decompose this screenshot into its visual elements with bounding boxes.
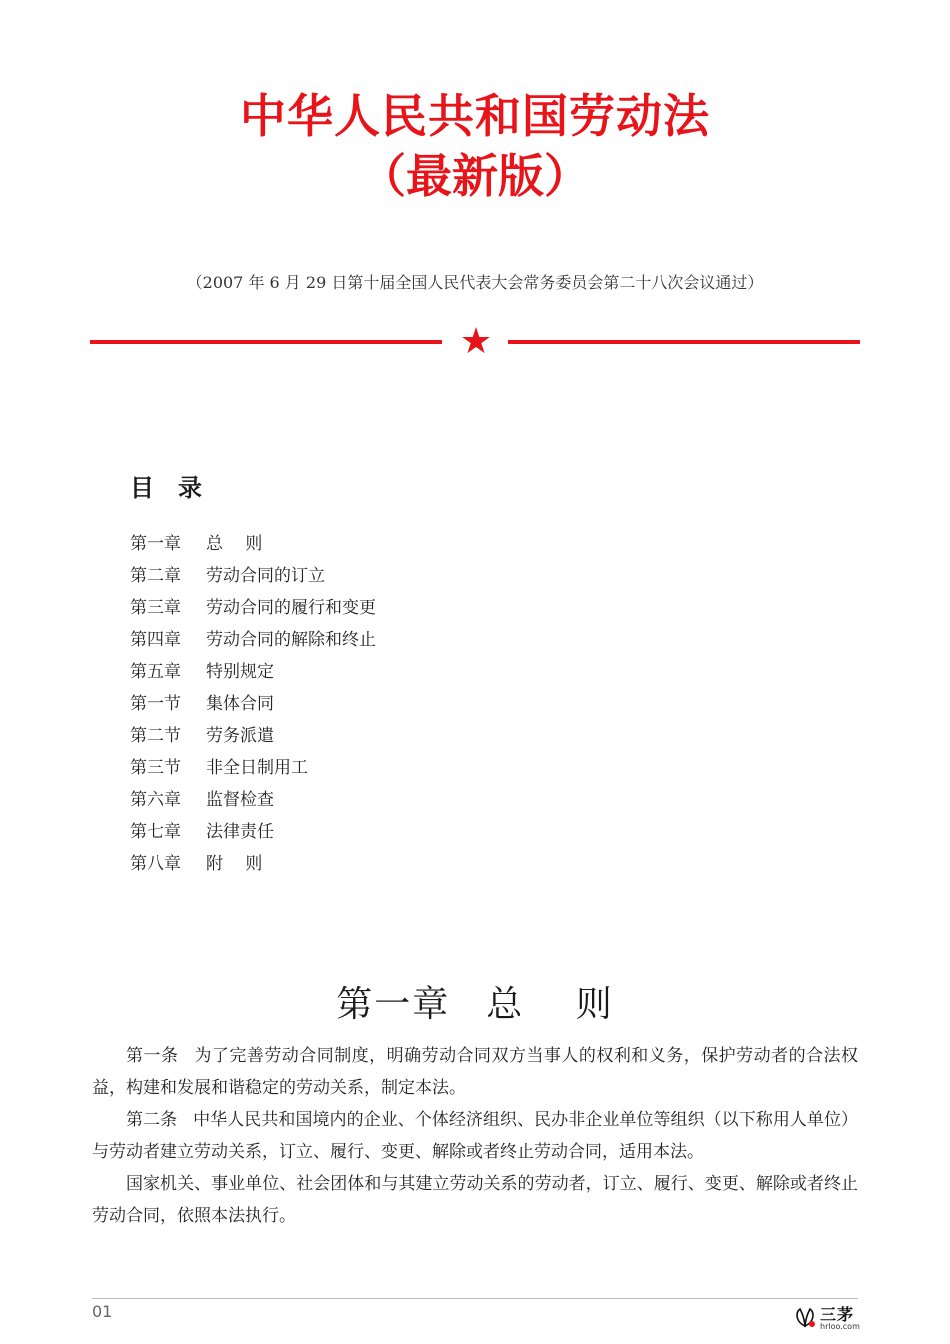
divider-line-right [508, 340, 860, 344]
toc-item-number: 第二章 [130, 566, 181, 586]
toc-item-label: 非全日制用工 [206, 758, 308, 778]
toc-item[interactable] [130, 528, 376, 560]
toc-item-label: 法律责任 [206, 822, 274, 842]
toc-item-number: 第六章 [130, 790, 181, 810]
toc-item-label: 集体合同 [206, 694, 274, 714]
article-paragraph [92, 1040, 858, 1104]
toc-item-number: 第七章 [130, 822, 181, 842]
toc-heading [130, 468, 204, 503]
toc-item[interactable] [130, 656, 376, 688]
title-block [0, 88, 950, 204]
document-title: 中华人民共和国劳动法 [240, 89, 710, 143]
logo-name: 三茅 [820, 1305, 855, 1324]
toc-item-number: 第四章 [130, 630, 181, 650]
sanmao-logo [792, 1300, 862, 1336]
toc-heading-first: 目 [130, 474, 156, 502]
toc-item-label: 附 则 [206, 854, 263, 874]
toc-item-number: 第一章 [130, 534, 181, 554]
toc-heading-second: 录 [178, 474, 204, 502]
chapter-heading [0, 976, 950, 1027]
toc-item-label: 劳动合同的履行和变更 [206, 598, 376, 618]
star-icon: ★ [459, 321, 493, 362]
table-of-contents [130, 528, 376, 880]
toc-item-number: 第一节 [130, 694, 181, 714]
toc-item-number: 第八章 [130, 854, 181, 874]
toc-item-label: 监督检查 [206, 790, 274, 810]
toc-item-number: 第二节 [130, 726, 181, 746]
chapter-name: 总 则 [486, 984, 614, 1025]
chapter-body [92, 1040, 858, 1232]
toc-item[interactable] [130, 560, 376, 592]
document-subtitle: （最新版） [360, 149, 590, 203]
article-number: 第一条 [126, 1046, 179, 1066]
adoption-note: （2007 年 6 月 29 日第十届全国人民代表大会常务委员会第二十八次会议通过） [186, 273, 764, 292]
logo-domain: hrloo.com [820, 1322, 860, 1331]
article-paragraph [92, 1104, 858, 1168]
toc-item-label: 总 则 [206, 534, 263, 554]
toc-item[interactable] [130, 688, 376, 720]
footer-divider [92, 1298, 858, 1299]
toc-item-number: 第三章 [130, 598, 181, 618]
toc-item[interactable] [130, 720, 376, 752]
article-text: 为了完善劳动合同制度，明确劳动合同双方当事人的权利和义务，保护劳动者的合法权益，构建和发展和谐稳定的劳动关系，制定本法。 [92, 1046, 859, 1098]
title-divider [90, 321, 860, 362]
toc-item-label: 劳动合同的订立 [206, 566, 325, 586]
article-text: 国家机关、事业单位、社会团体和与其建立劳动关系的劳动者，订立、履行、变更、解除或者终止劳动合同，依照本法执行。 [92, 1174, 858, 1226]
article-number: 第二条 [126, 1110, 178, 1130]
toc-item[interactable] [130, 848, 376, 880]
article-text: 中华人民共和国境内的企业、个体经济组织、民办非企业单位等组织（以下称用人单位）与劳动者建立劳动关系，订立、履行、变更、解除或者终止劳动合同，适用本法。 [92, 1110, 859, 1162]
toc-item[interactable] [130, 816, 376, 848]
toc-item[interactable] [130, 624, 376, 656]
toc-item-label: 劳动合同的解除和终止 [206, 630, 376, 650]
chapter-number: 第一章 [336, 984, 451, 1025]
toc-item[interactable] [130, 592, 376, 624]
toc-item[interactable] [130, 752, 376, 784]
sanmao-logo-icon [792, 1304, 818, 1330]
toc-item-number: 第五章 [130, 662, 181, 682]
divider-line-left [90, 340, 442, 344]
toc-item-number: 第三节 [130, 758, 181, 778]
toc-item-label: 特别规定 [206, 662, 274, 682]
toc-item-label: 劳务派遣 [206, 726, 274, 746]
toc-item[interactable] [130, 784, 376, 816]
page-number: 01 [92, 1302, 113, 1321]
article-paragraph [92, 1168, 858, 1232]
